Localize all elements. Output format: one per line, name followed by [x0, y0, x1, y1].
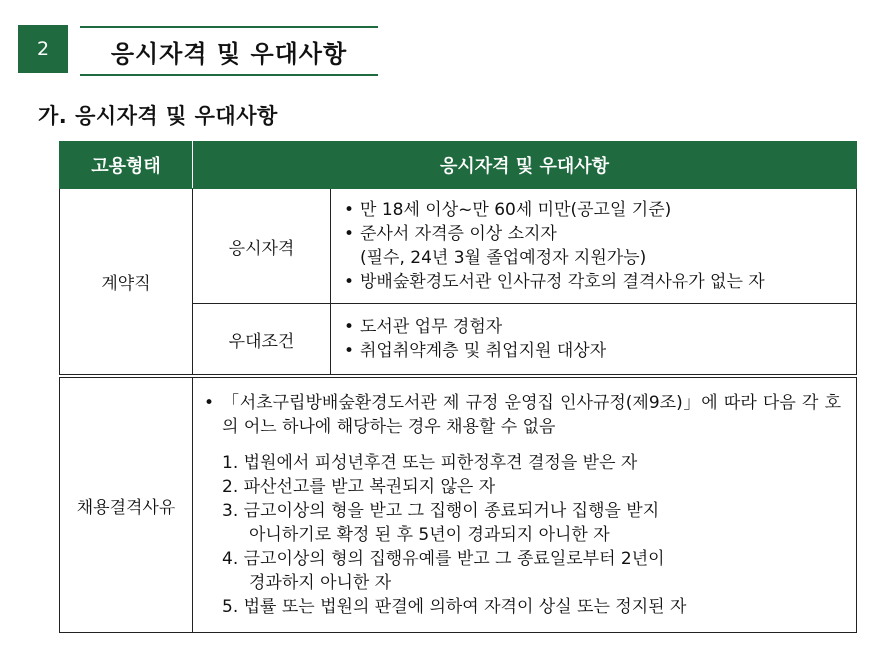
list-item: • 취업취약계층 및 취업지원 대상자 [344, 339, 855, 363]
disqualification-table [59, 377, 857, 633]
table-row [60, 189, 857, 304]
qualification-list-cont [332, 270, 855, 294]
list-item: • 만 18세 이상~만 60세 미만(공고일 기준) [344, 198, 855, 222]
list-item-text: 준사서 자격증 이상 소지자 [360, 224, 557, 244]
list-item-note: (필수, 24년 3월 졸업예정자 지원가능) [360, 248, 647, 268]
employment-type-cell: 계약직 [60, 189, 193, 375]
list-item [222, 547, 855, 595]
header-employment-type: 고용형태 [60, 142, 193, 189]
section-title: 응시자격 및 우대사항 [80, 26, 378, 76]
list-item-text: 3. 금고이상의 형을 받고 그 집행이 종료되거나 집행을 받지 [222, 501, 660, 521]
table-row [60, 378, 857, 633]
table-header-row [60, 142, 857, 189]
disqualification-label: 채용결격사유 [60, 378, 193, 633]
subsection-title: 가. 응시자격 및 우대사항 [38, 104, 278, 128]
preference-list [332, 315, 855, 363]
list-item [344, 222, 855, 246]
header-qualification: 응시자격 및 우대사항 [193, 142, 857, 189]
section-number: 2 [18, 25, 68, 73]
list-item-text: 5. 법률 또는 법원의 판결에 의하여 자격이 상실 또는 정지된 자 [222, 597, 687, 617]
list-item [222, 595, 855, 619]
list-item-continuation: 경과하지 아니한 자 [249, 573, 392, 593]
disqualification-lead: • 「서초구립방배숲환경도서관 제 규정 운영집 인사규정(제9조)」에 따라 다음 각 호의 어느 하나에 해당하는 경우 채용할 수 없음 [204, 391, 841, 439]
row-label-preference: 우대조건 [193, 304, 331, 375]
list-item: • 방배숲환경도서관 인사규정 각호의 결격사유가 없는 자 [344, 270, 855, 294]
list-item: • 도서관 업무 경험자 [344, 315, 855, 339]
list-item-text: 2. 파산선고를 받고 복권되지 않은 자 [222, 477, 496, 497]
qualification-table [59, 141, 857, 375]
list-item-text: 4. 금고이상의 형의 집행유예를 받고 그 종료일로부터 2년이 [222, 549, 665, 569]
list-item-text: 1. 법원에서 피성년후견 또는 피한정후견 결정을 받은 자 [222, 453, 638, 473]
list-item [222, 451, 855, 475]
qualification-list [332, 198, 855, 246]
disqualification-content [193, 378, 857, 633]
list-item-continuation: 아니하기로 확정 된 후 5년이 경과되지 아니한 자 [249, 525, 610, 545]
preference-list-cell [331, 304, 857, 375]
row-label-qualification: 응시자격 [193, 189, 331, 304]
qualification-list-cell [331, 189, 857, 304]
list-item [222, 475, 855, 499]
list-item [222, 499, 855, 547]
disqualification-list [194, 451, 855, 619]
